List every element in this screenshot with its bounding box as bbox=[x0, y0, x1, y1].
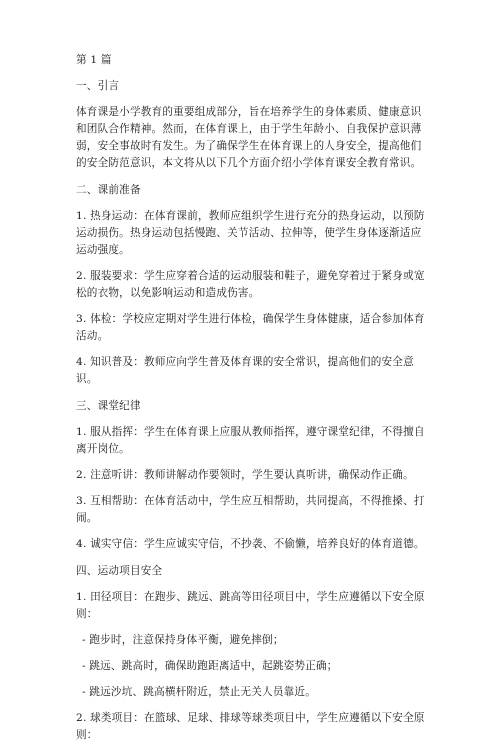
section-heading-discipline: 三、课堂纪律 bbox=[76, 400, 141, 412]
preparation-item-clothing: 2. 服装要求：学生应穿着合适的运动服装和鞋子，避免穿着过于紧身或宽松的衣物，以免影响运动和造成伤害。 bbox=[76, 270, 425, 299]
document-body bbox=[76, 52, 431, 744]
section-heading-preparation: 二、课前准备 bbox=[76, 184, 141, 196]
discipline-item-help: 3. 互相帮助：在体育活动中，学生应互相帮助，共同提高，不得推搡、打闹。 bbox=[76, 495, 425, 524]
sports-item-ball-games: 2. 球类项目：在篮球、足球、排球等球类项目中，学生应遵循以下安全原则： bbox=[76, 712, 425, 741]
sports-subitem-running: - 跑步时，注意保持身体平衡，避免摔倒； bbox=[82, 634, 284, 646]
chapter-label: 第 1 篇 bbox=[76, 54, 112, 66]
preparation-item-knowledge: 4. 知识普及：教师应向学生普及体育课的安全常识，提高他们的安全意识。 bbox=[76, 356, 414, 385]
discipline-item-listen: 2. 注意听讲：教师讲解动作要领时，学生要认真听讲，确保动作正确。 bbox=[76, 469, 414, 481]
discipline-item-honesty: 4. 诚实守信：学生应诚实守信，不抄袭、不偷懒，培养良好的体育道德。 bbox=[76, 538, 425, 550]
sports-subitem-sandpit: - 跳远沙坑、跳高横杆附近，禁止无关人员靠近。 bbox=[82, 686, 317, 698]
section-heading-sports-safety: 四、运动项目安全 bbox=[76, 565, 163, 577]
preparation-item-checkup: 3. 体检：学校应定期对学生进行体检，确保学生身体健康，适合参加体育活动。 bbox=[76, 313, 425, 342]
preparation-item-warmup: 1. 热身运动：在体育课前，教师应组织学生进行充分的热身运动，以预防运动损伤。热身运动包括慢跑、关节活动、拉伸等，使学生身体逐渐适应运动强度。 bbox=[76, 210, 425, 256]
intro-paragraph: 体育课是小学教育的重要组成部分，旨在培养学生的身体素质、健康意识和团队合作精神。然而，在体育课上，由于学生年龄小、自我保护意识薄弱，安全事故时有发生。为了确保学生在体育课上的人身安全，提高他们的安全防范意识，本文将从以下几个方面介绍小学体育课安全教育常识。 bbox=[76, 106, 422, 169]
discipline-item-obey: 1. 服从指挥：学生在体育课上应服从教师指挥，遵守课堂纪律，不得擅自离开岗位。 bbox=[76, 426, 425, 455]
sports-item-track-field: 1. 田径项目：在跑步、跳远、跳高等田径项目中，学生应遵循以下安全原则： bbox=[76, 591, 425, 620]
sports-subitem-jumping: - 跳远、跳高时，确保助跑距离适中，起跳姿势正确； bbox=[82, 660, 338, 672]
section-heading-intro: 一、引言 bbox=[76, 80, 120, 92]
